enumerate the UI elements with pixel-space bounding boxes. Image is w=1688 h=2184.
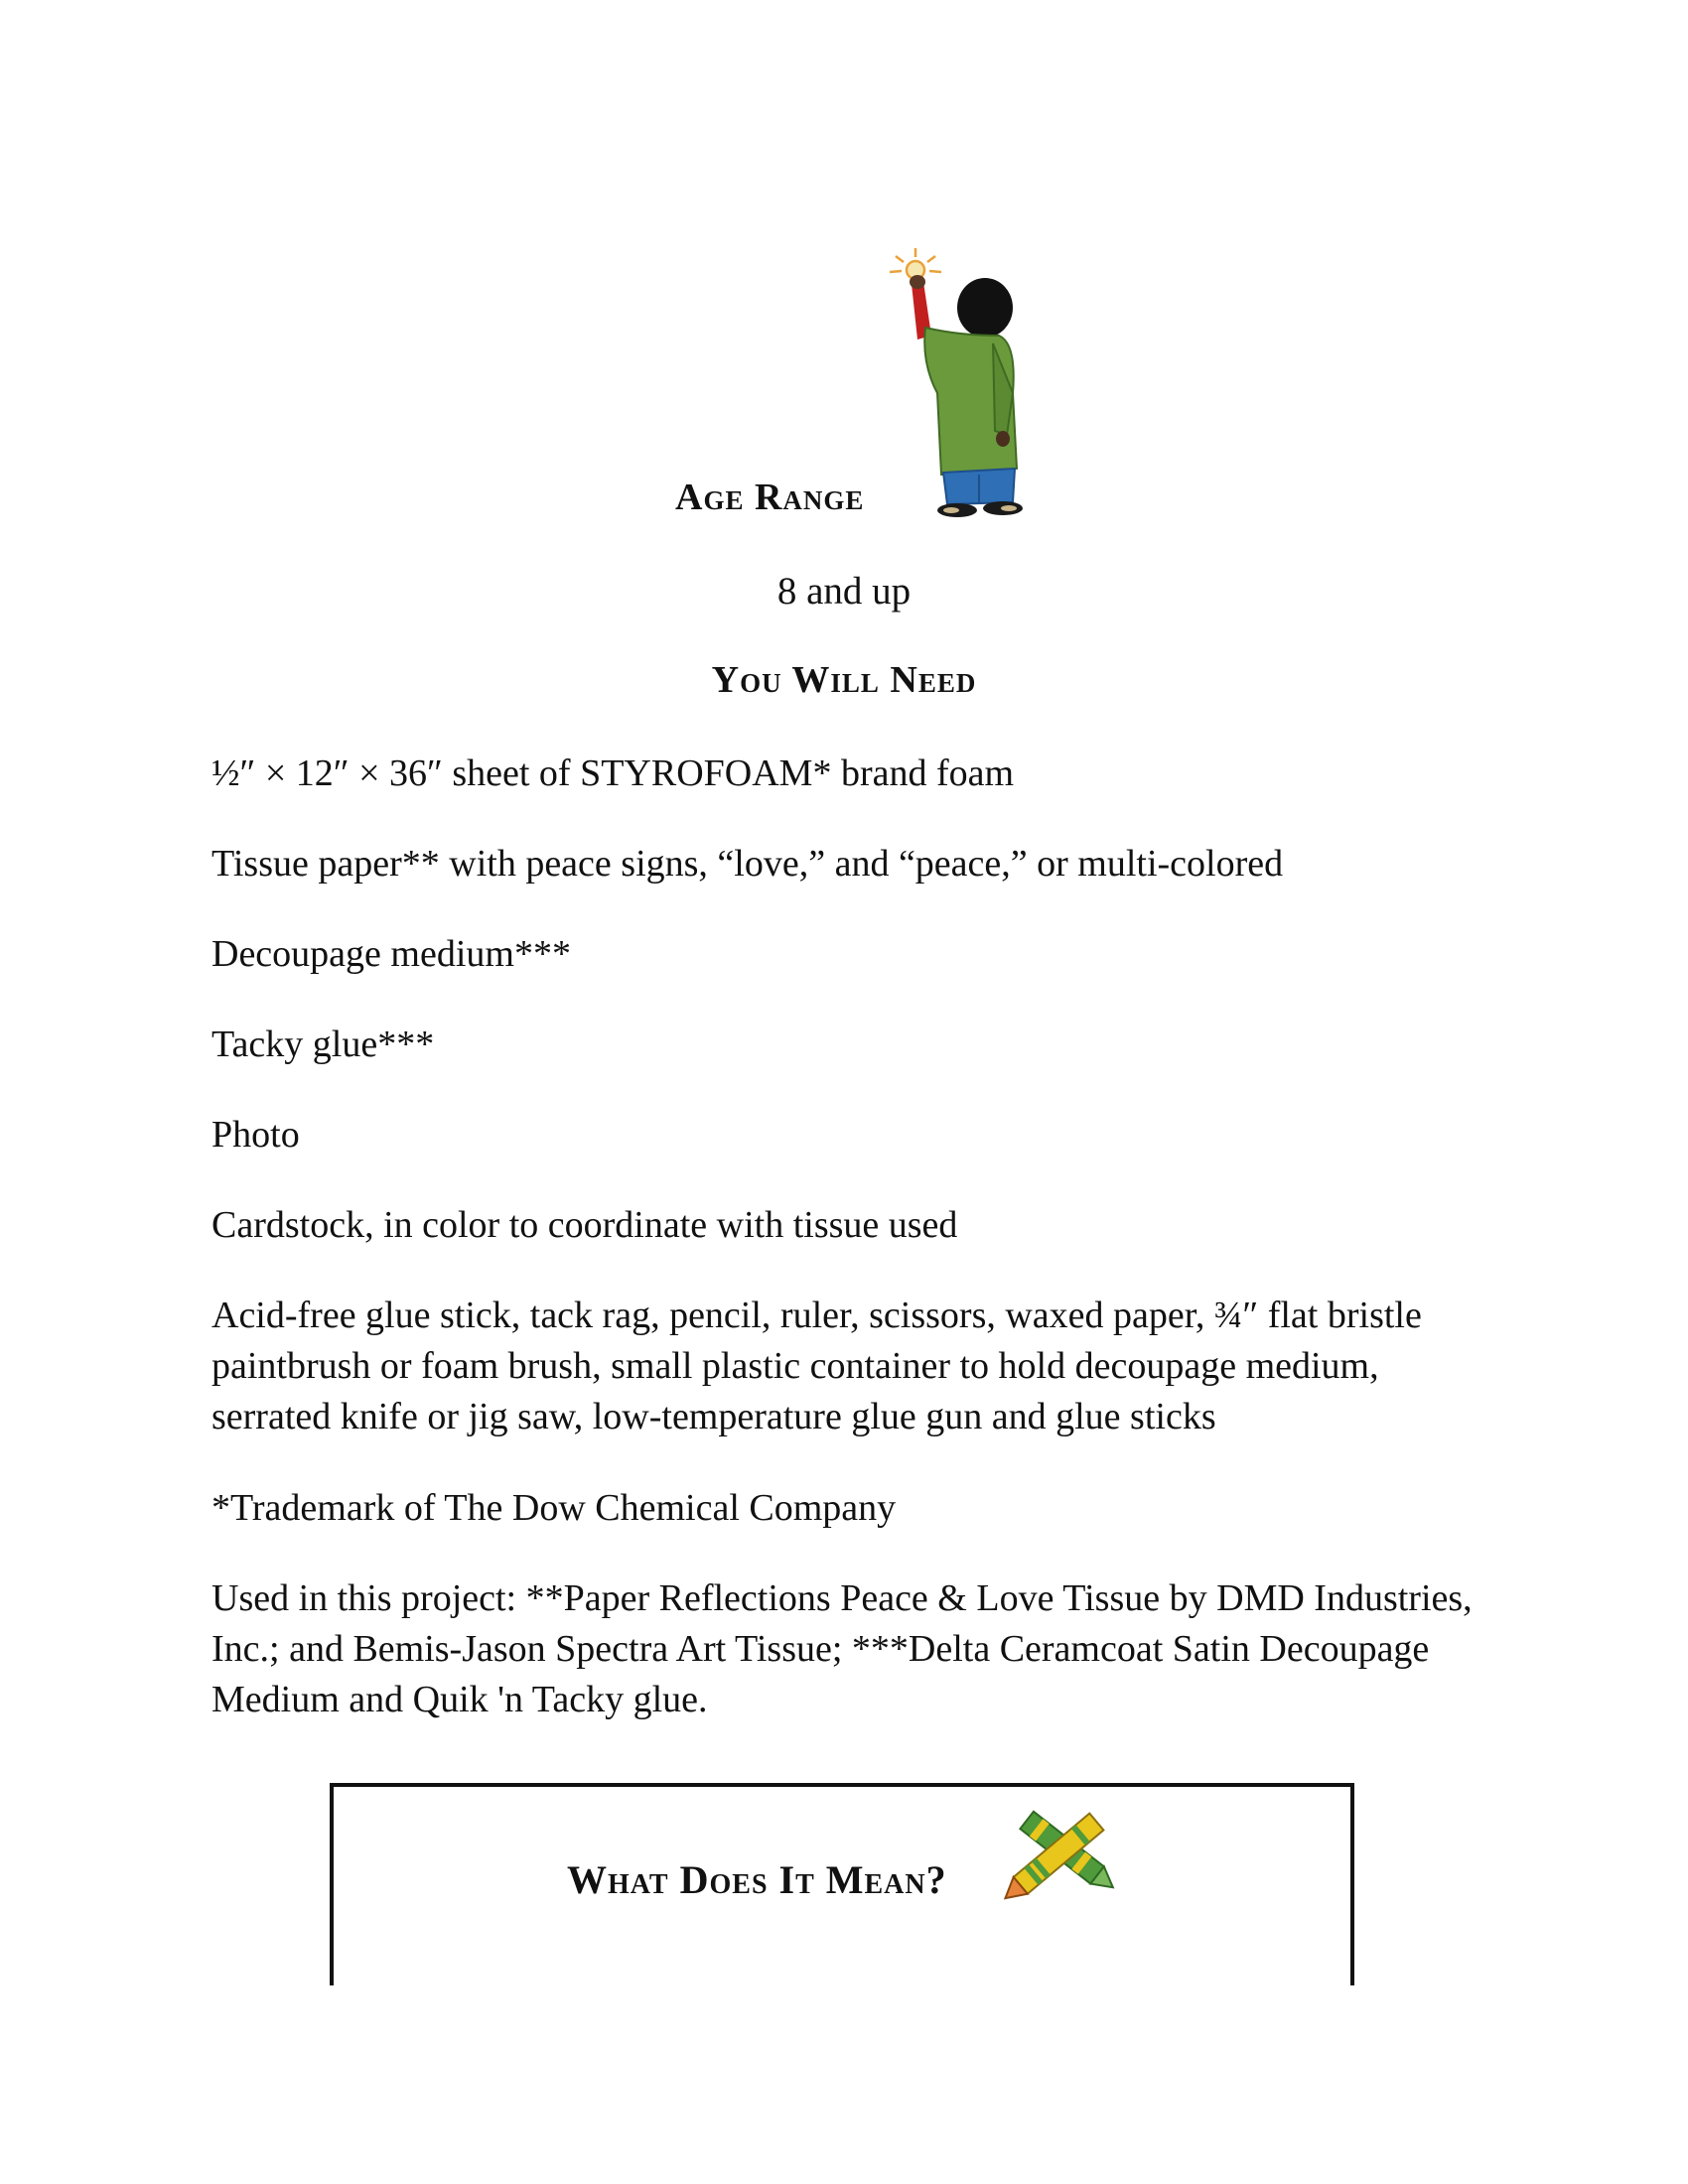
products-used-note: Used in this project: **Paper Reflections Peace & Love Tissue by DMD Industries, Inc.; and Bemis-Jason Spectra Art Tissue; ***Delta Ceramcoat Satin Decoupage Medium and Quik 'n Tacky glue.	[211, 1577, 1473, 1720]
list-item: Decoupage medium***	[211, 933, 571, 975]
notes-section	[211, 1483, 1502, 1765]
what-does-it-mean-box	[330, 1783, 1354, 1985]
list-item: ½″ × 12″ × 36″ sheet of STYROFOAM* brand foam	[211, 752, 1015, 794]
trademark-note: *Trademark of The Dow Chemical Company	[211, 1487, 897, 1529]
crossed-crayons-icon	[987, 1789, 1136, 1908]
you-will-need-heading: You Will Need	[711, 659, 977, 701]
list-item: Cardstock, in color to coordinate with tissue used	[211, 1204, 958, 1246]
list-item: Photo	[211, 1114, 300, 1156]
list-item: Acid-free glue stick, tack rag, pencil, ruler, scissors, waxed paper, ¾″ flat bristle paintbrush or foam brush, small plastic container to hold decoupage medium, serrated knife or jig saw, low-temperature glue gun and glue sticks	[211, 1295, 1422, 1437]
what-does-it-mean-heading: What Does It Mean?	[567, 1857, 947, 1902]
list-item: Tissue paper** with peace signs, “love,” and “peace,” or multi-colored	[211, 843, 1284, 885]
age-range-value: 8 and up	[776, 570, 912, 613]
list-item: Tacky glue***	[211, 1024, 435, 1065]
materials-list	[211, 749, 1502, 1482]
child-drawing-star-icon	[882, 244, 1031, 518]
age-range-heading: Age Range	[675, 477, 865, 518]
